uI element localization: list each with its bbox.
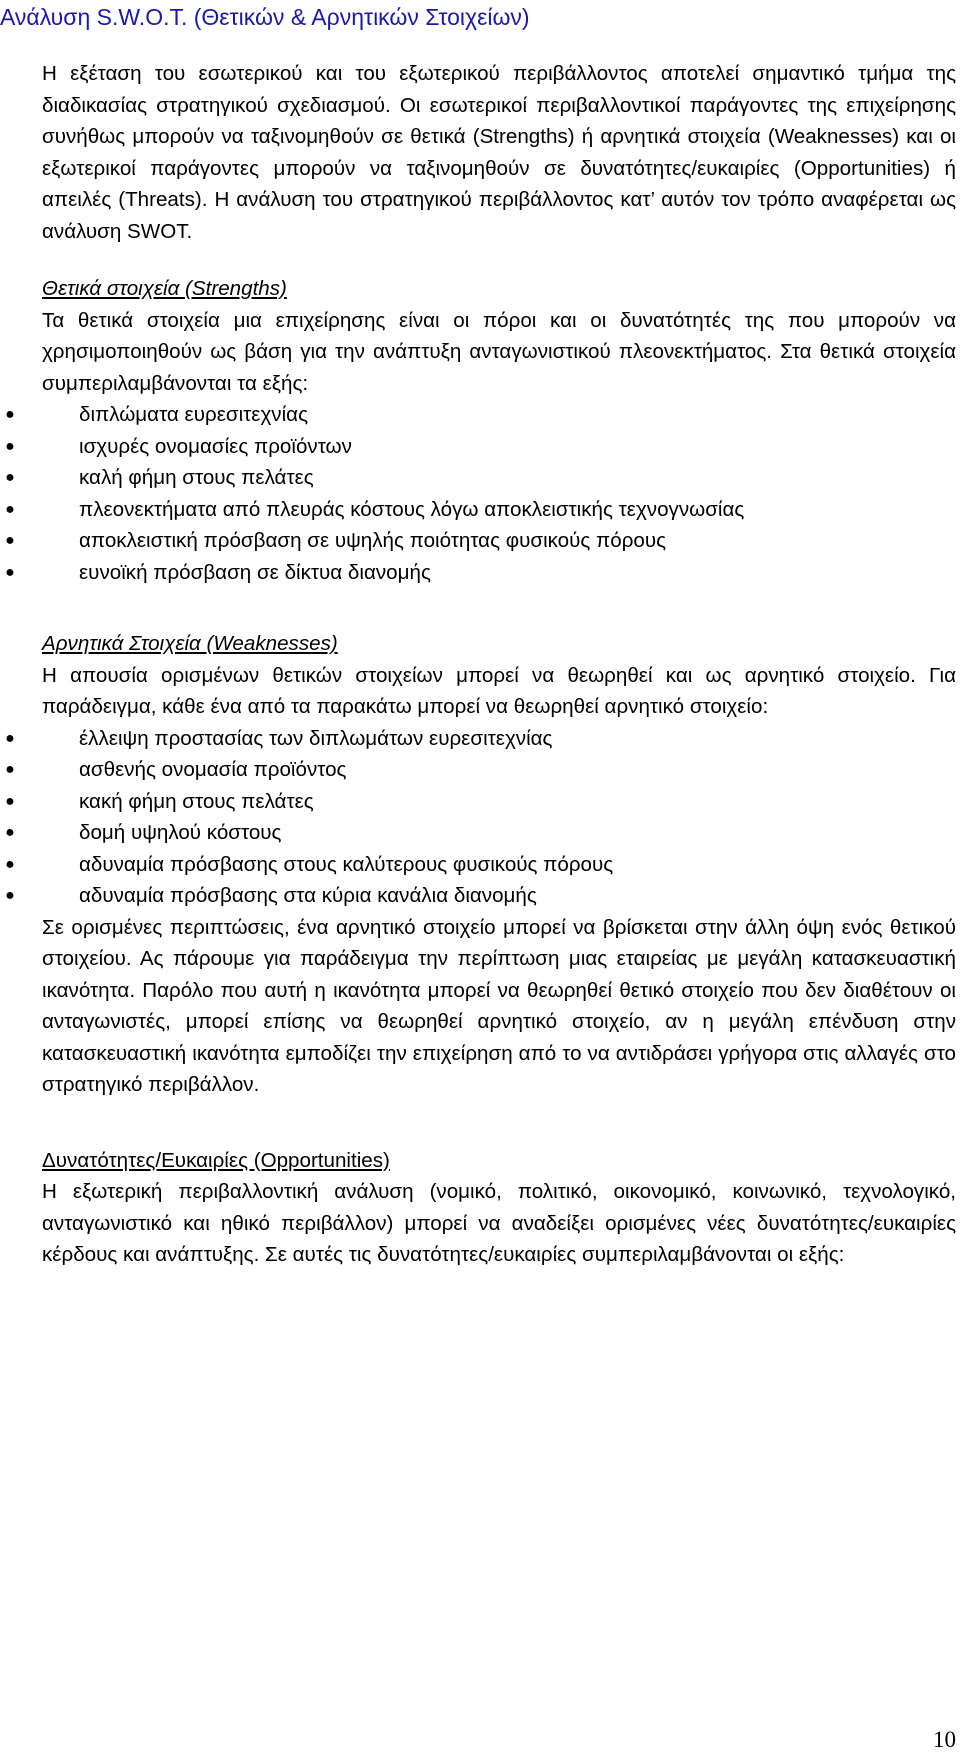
list-item: ● αδυναμία πρόσβασης στα κύρια κανάλια διανομής xyxy=(42,880,956,912)
bullet-icon: ● xyxy=(5,532,15,549)
weaknesses-title: Αρνητικά Στοιχεία (Weaknesses) xyxy=(42,632,338,655)
list-item: ● ισχυρές ονομασίες προϊόντων xyxy=(42,431,956,463)
page-number: 10 xyxy=(933,1727,956,1752)
document-body xyxy=(5,58,956,1271)
list-item: ● πλεονεκτήματα από πλευράς κόστους λόγω αποκλειστικής τεχνογνωσίας xyxy=(42,494,956,526)
strengths-list xyxy=(5,399,956,588)
list-item: ● διπλώματα ευρεσιτεχνίας xyxy=(42,399,956,431)
bullet-icon: ● xyxy=(5,855,15,873)
list-item: ● έλλειψη προστασίας των διπλωμάτων ευρεσιτεχνίας xyxy=(42,723,956,755)
list-item: ● δομή υψηλού κόστους xyxy=(42,817,956,849)
list-item: ● ευνοϊκή πρόσβαση σε δίκτυα διανομής xyxy=(42,557,956,589)
strengths-title: Θετικά στοιχεία (Strengths) xyxy=(42,277,287,300)
list-item: ● καλή φήμη στους πελάτες xyxy=(42,462,956,494)
bullet-icon: ● xyxy=(5,406,15,423)
weaknesses-list xyxy=(5,723,956,912)
bullet-icon: ● xyxy=(5,761,15,778)
weaknesses-closing-paragraph: Σε ορισμένες περιπτώσεις, ένα αρνητικό στοιχείο μπορεί να βρίσκεται στην άλλη όψη ενός θετικού στοιχείου. Ας πάρουμε για παράδειγμα την περίπτωση μιας εταιρείας με μεγάλη κατασκευαστική ικανότητα. Παρόλο που αυτή η ικανότητα μπορεί να θεωρηθεί θετικό στοιχείο που δεν διαθέτουν οι ανταγωνιστές, μπορεί επίσης να θεωρηθεί αρνητικό στοιχείο, αν η μεγάλη επένδυση στην κατασκευαστική ικανότητα εμποδίζει την επιχείρηση από το να αντιδράσει γρήγορα στις αλλαγές στο στρατηγικό περιβάλλον. xyxy=(42,915,956,1096)
list-item: ● αποκλειστική πρόσβαση σε υψηλής ποιότητας φυσικούς πόρους xyxy=(42,525,956,557)
page-heading: Ανάλυση S.W.O.T. (Θετικών & Αρνητικών Στοιχείων) xyxy=(0,4,530,30)
weaknesses-paragraph: Η απουσία ορισμένων θετικών στοιχείων μπορεί να θεωρηθεί και ως αρνητικό στοιχείο. Για παράδειγμα, κάθε ένα από τα παρακάτω μπορεί να θεωρηθεί αρνητικό στοιχείο: xyxy=(42,663,956,718)
list-item: ● αδυναμία πρόσβασης στους καλύτερους φυσικούς πόρους xyxy=(42,849,956,881)
intro-paragraph: Η εξέταση του εσωτερικού και του εξωτερικού περιβάλλοντος αποτελεί σημαντικό τμήμα της διαδικασίας στρατηγικού σχεδιασμού. Οι εσωτερικοί περιβαλλοντικοί παράγοντες της επιχείρησης συνήθως μπορούν να ταξινομηθούν σε θετικά (Strengths) ή αρνητικά στοιχεία (Weaknesses) και οι εξωτερικοί παράγοντες μπορούν να ταξινομηθούν σε δυνατότητες/ευκαιρίες (Opportunities) ή απειλές (Threats). Η ανάλυση του στρατηγικού περιβάλλοντος κατ’ αυτόν τον τρόπο αναφέρεται ως ανάλυση SWOT. xyxy=(42,62,956,243)
bullet-icon: ● xyxy=(5,500,15,518)
bullet-icon: ● xyxy=(5,729,15,747)
opportunities-title: Δυνατότητες/Ευκαιρίες (Opportunities) xyxy=(42,1148,390,1172)
bullet-icon: ● xyxy=(5,563,15,581)
bullet-icon: ● xyxy=(5,437,15,455)
bullet-icon: ● xyxy=(5,824,15,841)
opportunities-paragraph: Η εξωτερική περιβαλλοντική ανάλυση (νομικό, πολιτικό, οικονομικό, κοινωνικό, τεχνολογικό, ανταγωνιστικό και ηθικό περιβάλλον) μπορεί να αναδείξει ορισμένες νέες δυνατότητες/ευκαιρίες κέρδους και ανάπτυξης. Σε αυτές τις δυνατότητες/ευκαιρίες συμπεριλαμβάνονται οι εξής: xyxy=(42,1180,956,1266)
strengths-paragraph: Τα θετικά στοιχεία μια επιχείρησης είναι οι πόροι και οι δυνατότητές της που μπορούν να χρησιμοποιηθούν ως βάση για την ανάπτυξη ανταγωνιστικού πλεονεκτήματος. Στα θετικά στοιχεία συμπεριλαμβάνονται τα εξής: xyxy=(42,308,956,395)
bullet-icon: ● xyxy=(5,792,15,810)
list-item: ● ασθενής ονομασία προϊόντος xyxy=(42,754,956,786)
bullet-icon: ● xyxy=(5,469,15,486)
bullet-icon: ● xyxy=(5,887,15,904)
list-item: ● κακή φήμη στους πελάτες xyxy=(42,786,956,818)
